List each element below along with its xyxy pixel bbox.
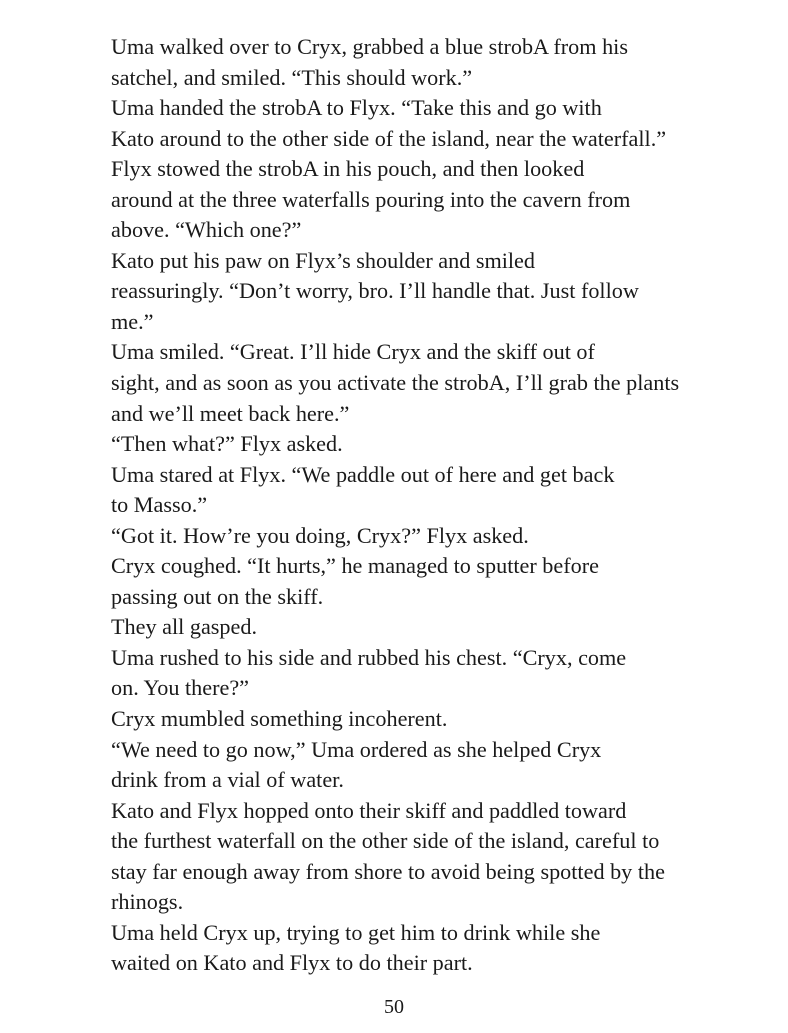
- text-line: satchel, and smiled. “This should work.”: [111, 64, 473, 90]
- body-text: [71, 32, 711, 979]
- text-line: Uma rushed to his side and rubbed his chest. “Cryx, come: [111, 644, 627, 670]
- paragraph: [71, 337, 711, 429]
- paragraph: [71, 154, 711, 246]
- paragraph: [71, 93, 711, 154]
- text-line: Uma stared at Flyx. “We paddle out of here and get back: [111, 461, 615, 487]
- text-line: the furthest waterfall on the other side of the island, careful to: [111, 828, 660, 854]
- paragraph: [71, 460, 711, 521]
- paragraph: [71, 918, 711, 979]
- text-line: reassuringly. “Don’t worry, bro. I’ll handle that. Just follow: [111, 278, 639, 304]
- paragraph: [71, 246, 711, 338]
- text-line: sight, and as soon as you activate the strobA, I’ll grab the plants: [111, 370, 680, 396]
- text-line: above. “Which one?”: [111, 217, 302, 243]
- text-line: around at the three waterfalls pouring into the cavern from: [111, 186, 631, 212]
- text-line: rhinogs.: [111, 889, 184, 915]
- text-line: Uma held Cryx up, trying to get him to drink while she: [111, 919, 601, 945]
- text-line: Uma smiled. “Great. I’ll hide Cryx and the skiff out of: [111, 339, 595, 365]
- paragraph: [71, 704, 711, 735]
- text-line: They all gasped.: [111, 614, 258, 640]
- paragraph: [71, 521, 711, 552]
- text-line: and we’ll meet back here.”: [111, 400, 350, 426]
- paragraph: [71, 429, 711, 460]
- text-line: Flyx stowed the strobA in his pouch, and then looked: [111, 156, 585, 182]
- text-line: Cryx coughed. “It hurts,” he managed to sputter before: [111, 553, 599, 579]
- text-line: “Then what?” Flyx asked.: [111, 431, 343, 457]
- text-line: Uma handed the strobA to Flyx. “Take this and go with: [111, 95, 602, 121]
- text-line: waited on Kato and Flyx to do their part.: [111, 950, 473, 976]
- text-line: Kato and Flyx hopped onto their skiff and paddled toward: [111, 797, 627, 823]
- paragraph: [71, 796, 711, 918]
- text-line: “Got it. How’re you doing, Cryx?” Flyx asked.: [111, 522, 529, 548]
- paragraph: [71, 32, 711, 93]
- paragraph: [71, 551, 711, 612]
- text-line: stay far enough away from shore to avoid being spotted by the: [111, 858, 665, 884]
- paragraph: [71, 735, 711, 796]
- text-line: drink from a vial of water.: [111, 767, 344, 793]
- text-line: on. You there?”: [111, 675, 250, 701]
- text-line: Uma walked over to Cryx, grabbed a blue strobA from his: [111, 34, 628, 59]
- paragraph: [71, 612, 711, 643]
- text-line: to Masso.”: [111, 492, 208, 518]
- text-line: me.”: [111, 308, 154, 334]
- text-line: “We need to go now,” Uma ordered as she helped Cryx: [111, 736, 602, 762]
- paragraph: [71, 643, 711, 704]
- page-number: 50: [384, 996, 404, 1018]
- text-line: Kato put his paw on Flyx’s shoulder and smiled: [111, 247, 535, 273]
- text-line: passing out on the skiff.: [111, 583, 324, 609]
- text-line: Kato around to the other side of the island, near the waterfall.”: [111, 125, 667, 151]
- text-line: Cryx mumbled something incoherent.: [111, 706, 448, 732]
